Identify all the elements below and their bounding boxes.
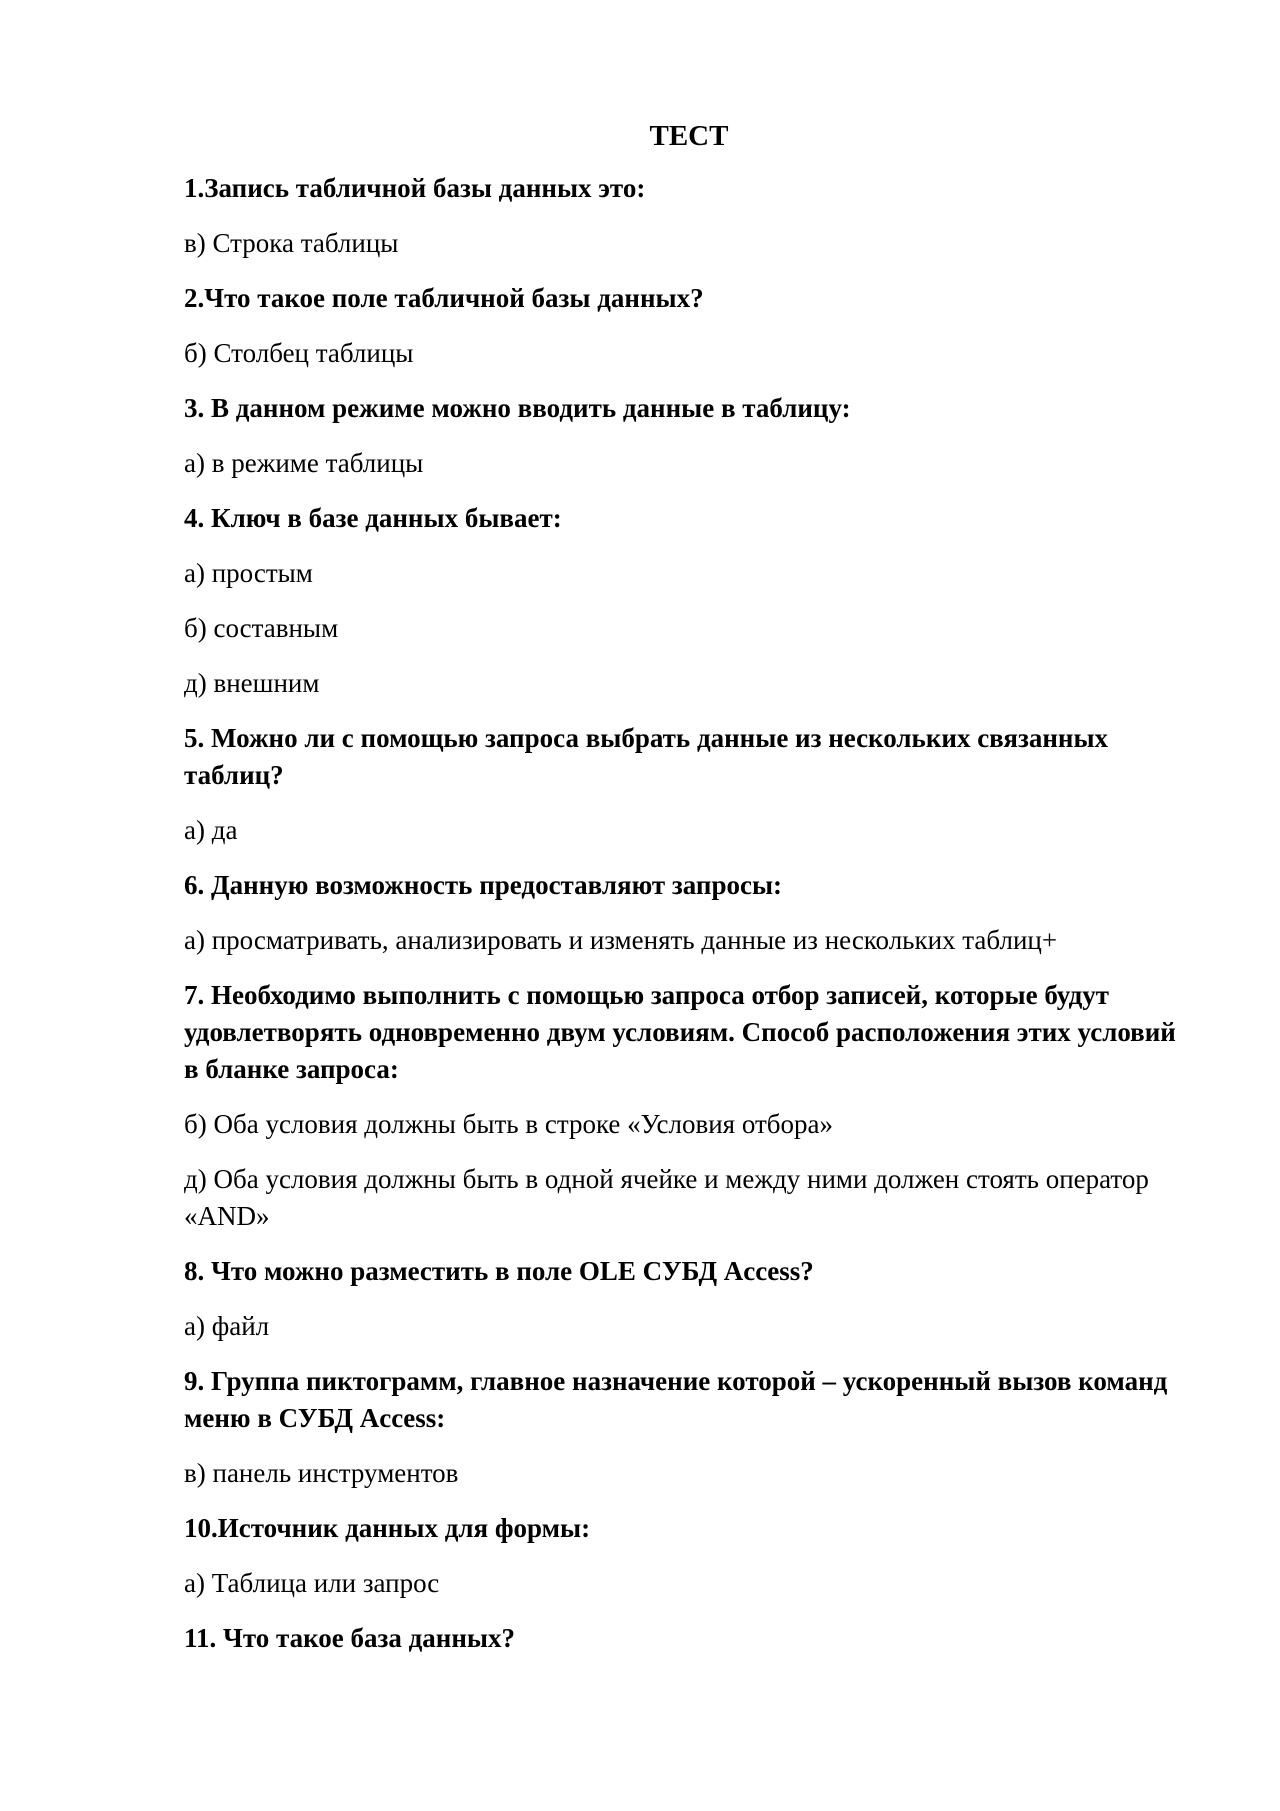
question-block-10 <box>184 1510 1194 1602</box>
answer-text: а) Таблица или запрос <box>184 1568 440 1598</box>
answer-text: б) Столбец таблицы <box>184 338 414 368</box>
answer-text: а) да <box>184 815 238 845</box>
question-block-3 <box>184 390 1194 482</box>
question-block-7 <box>184 977 1194 1235</box>
answer-text: б) Оба условия должны быть в строке «Условия отбора» <box>184 1109 834 1139</box>
question-text: 11. Что такое база данных? <box>184 1623 515 1653</box>
question-block-5 <box>184 720 1194 849</box>
answer-text: в) панель инструментов <box>184 1458 459 1488</box>
answer-text: в) Строка таблицы <box>184 228 399 258</box>
question-block-8 <box>184 1253 1194 1345</box>
answer-text: д) Оба условия должны быть в одной ячейке и между ними должен стоять оператор «AND» <box>184 1164 1149 1231</box>
answer-text: а) простым <box>184 558 313 588</box>
answer-text: а) просматривать, анализировать и изменять данные из нескольких таблиц+ <box>184 925 1058 955</box>
answer-text: а) файл <box>184 1311 270 1341</box>
answer-text: а) в режиме таблицы <box>184 448 424 478</box>
question-text: 5. Можно ли с помощью запроса выбрать данные из нескольких связанных таблиц? <box>184 723 1109 790</box>
question-text: 3. В данном режиме можно вводить данные в таблицу: <box>184 393 851 423</box>
question-block-6 <box>184 867 1194 959</box>
question-block-2 <box>184 280 1194 372</box>
question-text: 10.Источник данных для формы: <box>184 1513 591 1543</box>
question-text: 7. Необходимо выполнить с помощью запроса отбор записей, которые будут удовлетворять одновременно двум условиям. Способ расположения этих условий в бланке запроса: <box>184 980 1176 1084</box>
document-page <box>184 118 1194 1675</box>
question-text: 4. Ключ в базе данных бывает: <box>184 503 562 533</box>
question-text: 1.Запись табличной базы данных это: <box>184 173 646 203</box>
answer-text: б) составным <box>184 613 339 643</box>
question-block-4 <box>184 500 1194 702</box>
question-text: 6. Данную возможность предоставляют запросы: <box>184 870 783 900</box>
question-block-1 <box>184 170 1194 262</box>
question-text: 9. Группа пиктограмм, главное назначение которой – ускоренный вызов команд меню в СУБД Access: <box>184 1366 1168 1433</box>
question-text: 2.Что такое поле табличной базы данных? <box>184 283 704 313</box>
document-title: ТЕСТ <box>649 120 729 152</box>
question-block-11 <box>184 1620 1194 1657</box>
question-block-9 <box>184 1363 1194 1492</box>
answer-text: д) внешним <box>184 668 320 698</box>
question-text: 8. Что можно разместить в поле OLE СУБД Access? <box>184 1256 814 1286</box>
